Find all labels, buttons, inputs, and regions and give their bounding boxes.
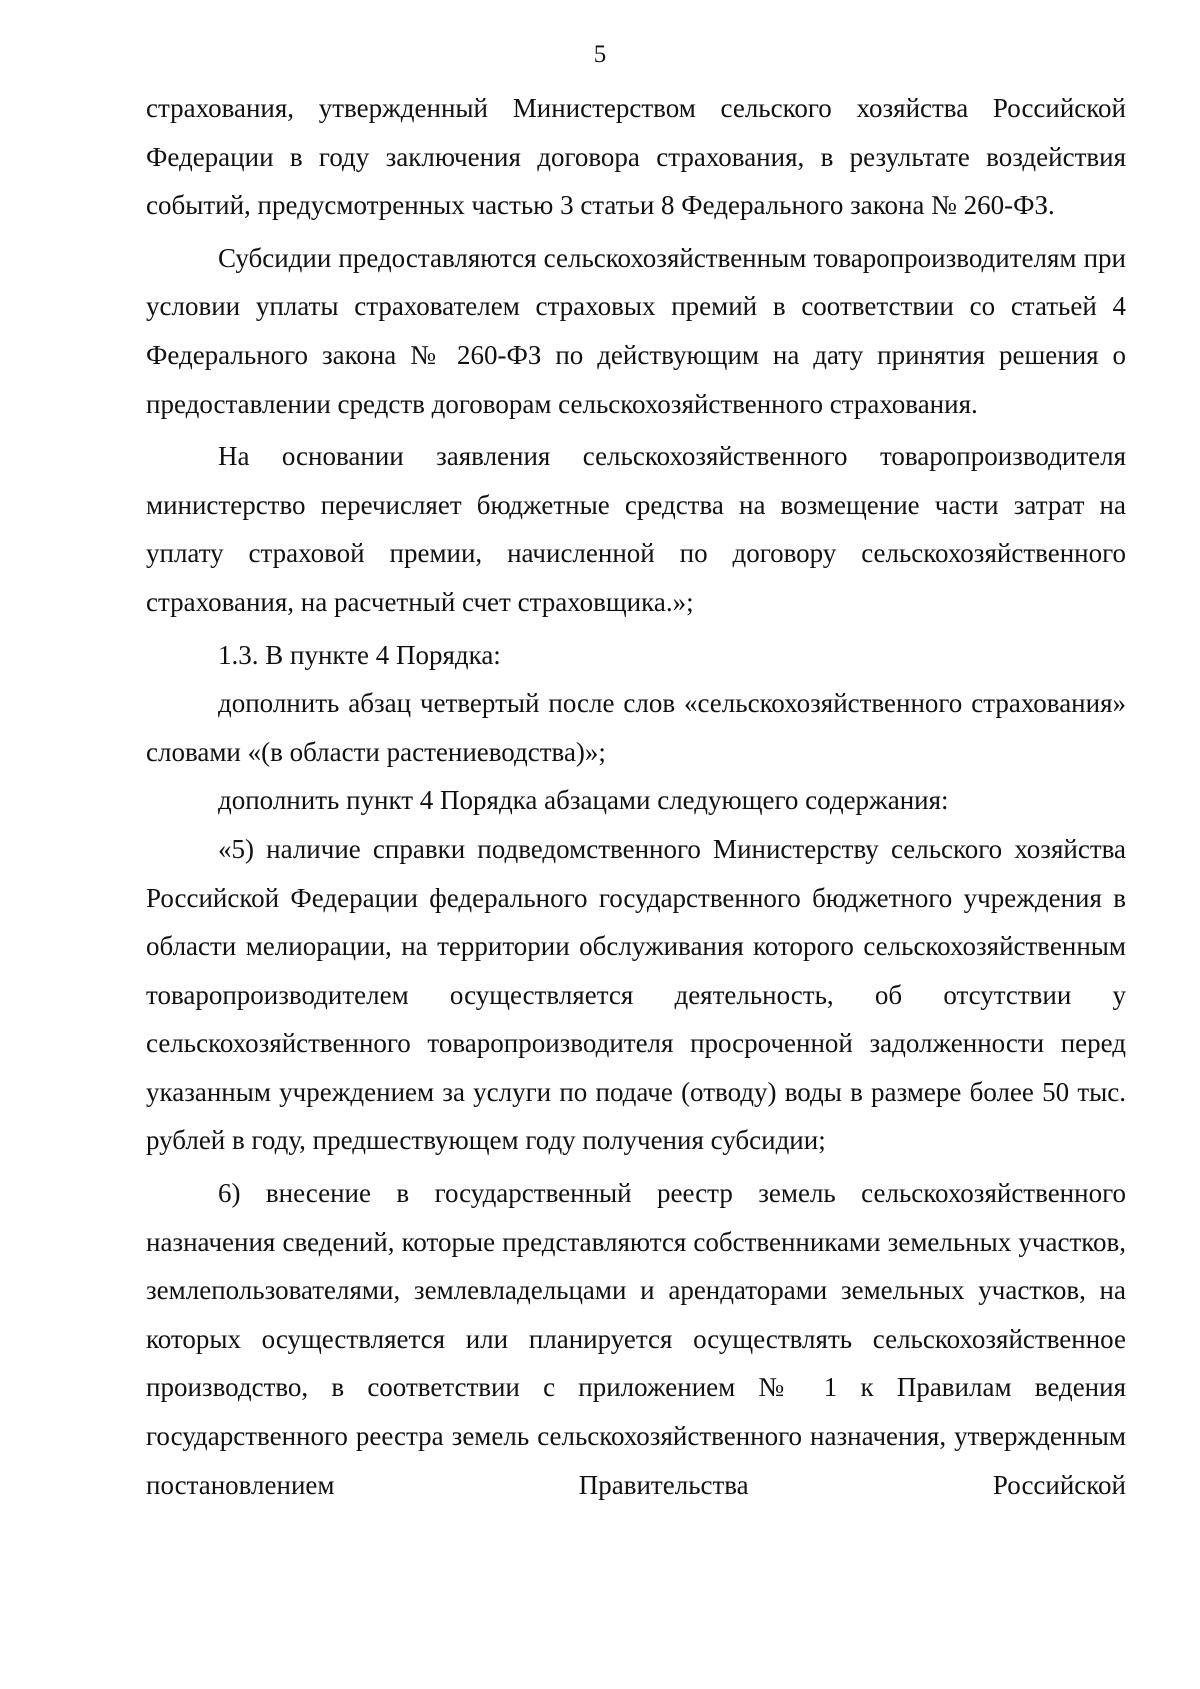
paragraph-continuation: страхования, утвержденный Министерством сельского хозяйства Российской Федерации в году заключения договора страхования, в результате воздействия событий, предусмотренных частью 3 статьи 8 Федерального закона № 260-ФЗ. bbox=[146, 93, 1126, 221]
page-number: 5 bbox=[593, 41, 607, 68]
paragraph-amend-fourth: дополнить абзац четвертый после слов «сельскохозяйственного страхования» словами «(в области растениеводства)»; bbox=[146, 688, 1126, 767]
paragraph-section-1-3: 1.3. В пункте 4 Порядка: bbox=[218, 639, 501, 670]
paragraph-subsidies: Субсидии предоставляются сельскохозяйственным товаропроизводителям при условии уплаты страхователем страховых премий в соответствии со статьей 4 Федерального закона № 260-ФЗ по действующим на дату принятия решения о предоставлении средств договорам сельскохозяйственного страхования. bbox=[146, 242, 1126, 419]
document-body bbox=[146, 84, 1126, 1509]
paragraph-item-6: 6) внесение в государственный реестр земель сельскохозяйственного назначения сведений, которые представляются собственниками земельных участков, землепользователями, землевладельцами и арендаторами земельных участков, на которых осуществляется или планируется осуществлять сельскохозяйственное производство, в соответствии с приложением № 1 к Правилам ведения государственного реестра земель сельскохозяйственного назначения, утвержденным постановлением Правительства Российской bbox=[146, 1178, 1126, 1500]
paragraph-add-clauses: дополнить пункт 4 Порядка абзацами следующего содержания: bbox=[218, 785, 949, 816]
paragraph-application-basis: На основании заявления сельскохозяйственного товаропроизводителя министерство перечисляет бюджетные средства на возмещение части затрат на уплату страховой премии, начисленной по договору сельскохозяйственного страхования, на расчетный счет страховщика.»; bbox=[146, 441, 1126, 617]
paragraph-item-5: «5) наличие справки подведомственного Министерству сельского хозяйства Российской Федерации федерального государственного бюджетного учреждения в области мелиорации, на территории обслуживания которого сельскохозяйственным товаропроизводителем осуществляется деятельность, об отсутствии у сельскохозяйственного товаропроизводителя просроченной задолженности перед указанным учреждением за услуги по подаче (отводу) воды в размере более 50 тыс. рублей в году, предшествующем году получения субсидии; bbox=[146, 833, 1126, 1156]
